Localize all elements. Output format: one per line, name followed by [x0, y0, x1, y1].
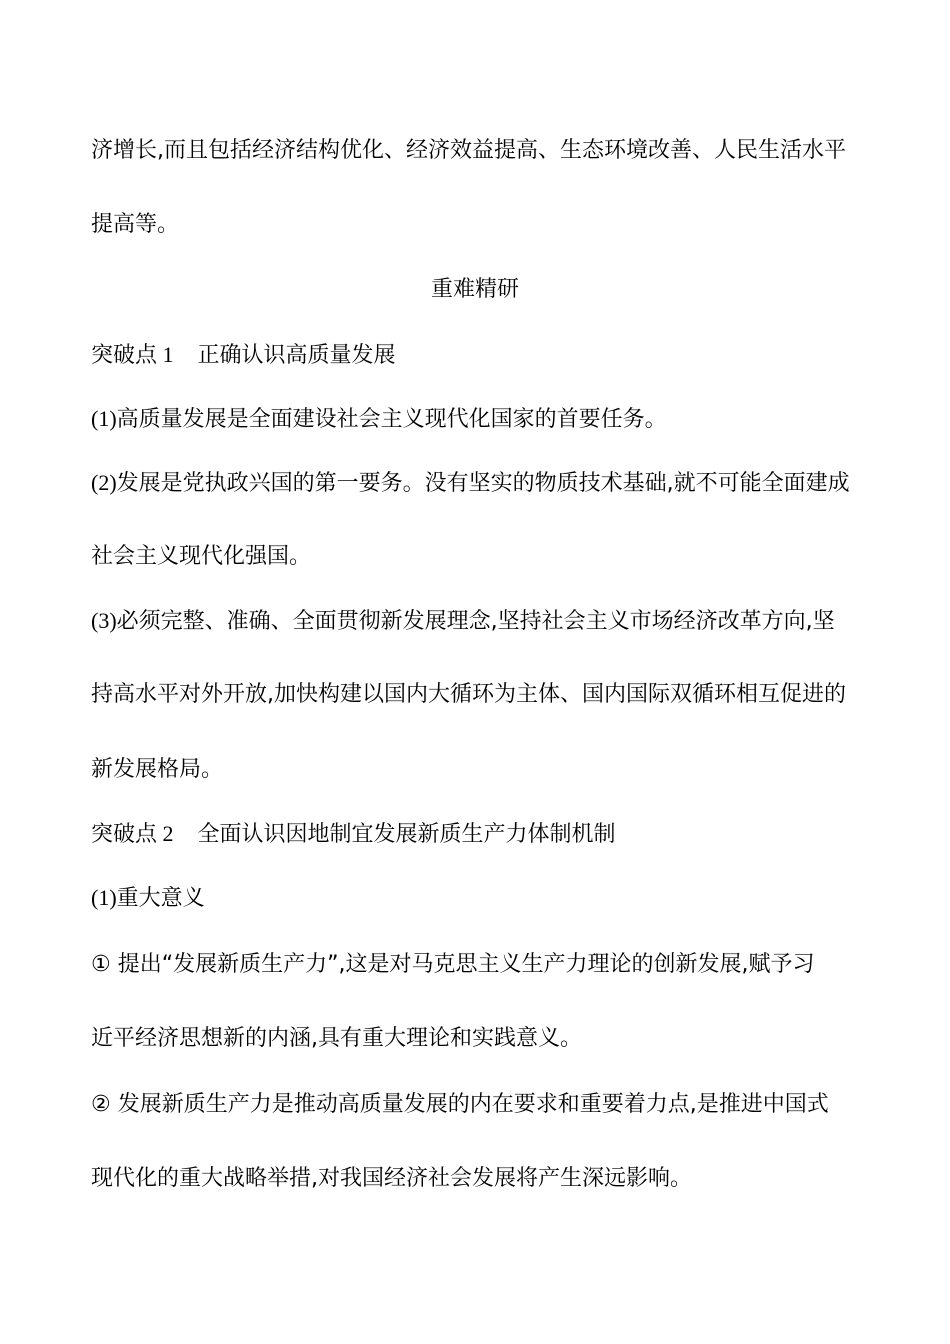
point2-item-2-text: 发展新质生产力是推动高质量发展的内在要求和重要着力点,是推进中国式 [117, 1092, 829, 1117]
point1-item-2-cont: 社会主义现代化强国。 [91, 544, 312, 569]
point1-item-3-text: 必须完整、准确、全面贯彻新发展理念,坚持社会主义市场经济改革方向,坚 [116, 609, 835, 634]
point2-subheading [91, 883, 861, 914]
point2-item-2 [91, 1090, 861, 1120]
point2-item-1-cont: 近平经济思想新的内涵,具有重大理论和实践意义。 [91, 1026, 582, 1051]
point1-title: 正确认识高质量发展 [197, 343, 396, 368]
point2-label: 突破点 2 [91, 821, 174, 846]
point1-item-3-cont: 持高水平对外开放,加快构建以国内大循环为主体、国内国际双循环相互促进的 [91, 682, 846, 707]
point1-item-1-prefix: (1) [91, 406, 117, 431]
point1-item-3 [91, 606, 861, 637]
point1-heading [91, 340, 861, 371]
point2-item-1 [91, 950, 861, 980]
section-title: 重难精研 [430, 277, 519, 302]
intro-line-1: 济增长,而且包括经济结构优化、经济效益提高、生态环境改善、人民生活水平 [91, 138, 846, 163]
point1-item-3-prefix: (3) [91, 608, 117, 633]
point2-subheading-text: 重大意义 [116, 886, 205, 911]
point2-title: 全面认识因地制宜发展新质生产力体制机制 [197, 822, 616, 847]
point1-item-1 [91, 404, 861, 435]
point2-item-2-cont: 现代化的重大战略举措,对我国经济社会发展将产生深远影响。 [91, 1166, 692, 1191]
point2-subheading-prefix: (1) [91, 885, 117, 910]
point2-item-2-prefix: ② [91, 1092, 111, 1117]
point1-item-3-cont2: 新发展格局。 [91, 757, 224, 782]
point2-item-1-text: 提出“发展新质生产力”,这是对马克思主义生产力理论的创新发展,赋予习 [117, 952, 815, 977]
point2-item-1-prefix: ① [91, 952, 111, 977]
point1-item-2-text: 发展是党执政兴国的第一要务。没有坚实的物质技术基础,就不可能全面建成 [116, 471, 850, 496]
point1-label: 突破点 1 [91, 342, 174, 367]
point2-heading [91, 819, 861, 850]
point1-item-1-text: 高质量发展是全面建设社会主义现代化国家的首要任务。 [116, 407, 667, 432]
point1-item-2-prefix: (2) [91, 470, 117, 495]
intro-line-2: 提高等。 [91, 212, 180, 237]
point1-item-2 [91, 468, 861, 499]
